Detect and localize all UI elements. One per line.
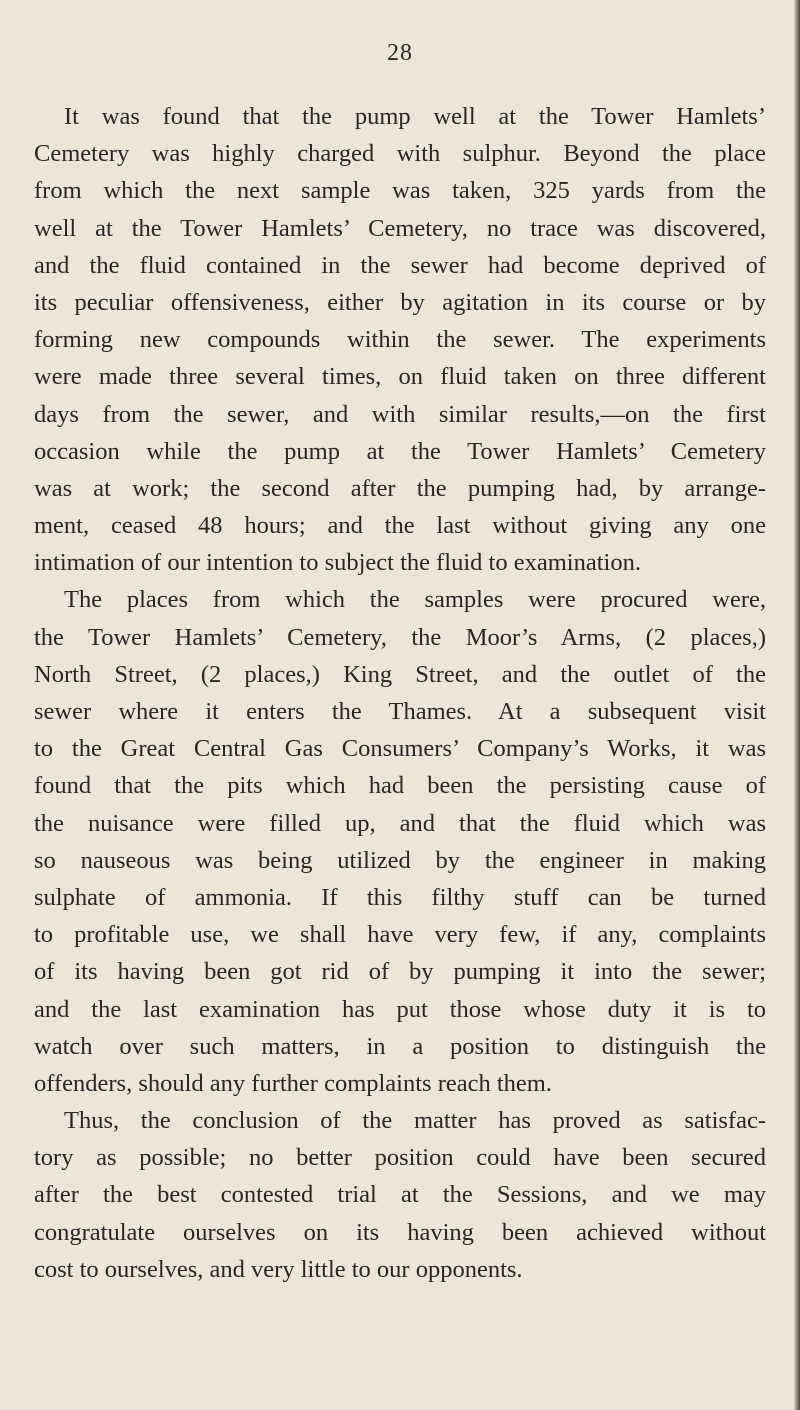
page-number: 28 [387, 40, 413, 66]
text-line: the Tower Hamlets’ Cemetery, the Moor’s Arms, (2 places,) [34, 623, 766, 651]
text-line: Thus, the conclusion of the matter has proved as satisfac- [64, 1107, 766, 1135]
text-line: were made three several times, on fluid taken on three different [34, 363, 766, 391]
text-line: to the Great Central Gas Consumers’ Company’s Works, it was [34, 735, 766, 763]
text-line: sewer where it enters the Thames. At a subsequent visit [34, 698, 766, 725]
text-line: sulphate of ammonia. If this filthy stuff can be turned [34, 883, 766, 911]
text-line: The places from which the samples were procured were, [64, 586, 766, 614]
text-line: found that the pits which had been the persisting cause of [34, 772, 766, 800]
text-line: the nuisance were filled up, and that the fluid which was [34, 809, 766, 837]
text-line: and the last examination has put those whose duty it is to [34, 995, 766, 1023]
text-line: from which the next sample was taken, 325 yards from the [34, 177, 766, 205]
text-line: offenders, should any further complaints reach them. [34, 1069, 552, 1097]
text-line: cost to ourselves, and very little to our opponents. [34, 1255, 523, 1283]
text-line: Cemetery was highly charged with sulphur. Beyond the place [34, 140, 766, 168]
text-line: watch over such matters, in a position to distinguish the [34, 1032, 766, 1060]
text-line: to profitable use, we shall have very few, if any, complaints [34, 921, 766, 949]
text-line: its peculiar offensiveness, either by agitation in its course or by [34, 288, 766, 316]
text-line: so nauseous was being utilized by the engineer in making [34, 846, 766, 874]
text-line: of its having been got rid of by pumping it into the sewer; [34, 958, 766, 986]
text-line: days from the sewer, and with similar results,—on the first [34, 400, 766, 428]
text-line: North Street, (2 places,) King Street, and the outlet of the [34, 660, 766, 688]
text-line: occasion while the pump at the Tower Hamlets’ Cemetery [34, 437, 766, 465]
text-line: and the fluid contained in the sewer had become deprived of [34, 251, 766, 279]
page-edge [794, 0, 800, 1410]
text-line: after the best contested trial at the Sessions, and we may [34, 1181, 766, 1209]
text-line: congratulate ourselves on its having been achieved without [34, 1218, 766, 1246]
text-line: tory as possible; no better position could have been secured [34, 1144, 766, 1172]
text-line: ment, ceased 48 hours; and the last without giving any one [34, 512, 766, 540]
body-text [34, 98, 766, 1288]
text-line: well at the Tower Hamlets’ Cemetery, no trace was discovered, [34, 214, 766, 242]
text-line: intimation of our intention to subject the fluid to examination. [34, 549, 641, 577]
text-line: forming new compounds within the sewer. The experiments [34, 326, 766, 354]
text-line: It was found that the pump well at the Tower Hamlets’ [64, 103, 766, 130]
text-line: was at work; the second after the pumping had, by arrange- [34, 474, 766, 502]
